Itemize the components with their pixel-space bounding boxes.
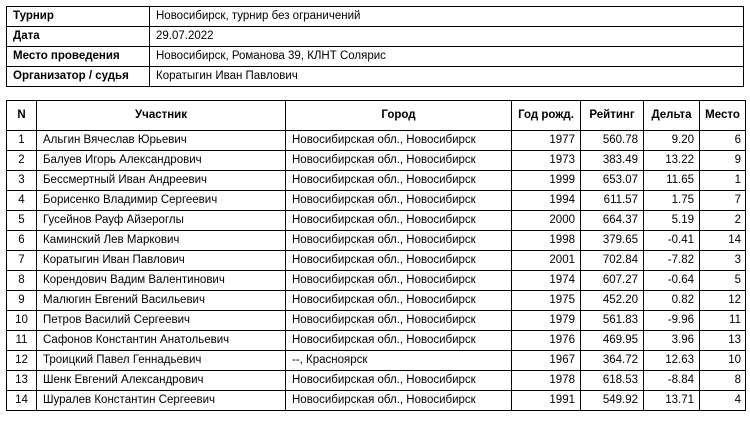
cell-rating: 560.78 [581, 131, 644, 151]
cell-rating: 664.37 [581, 211, 644, 231]
table-row [7, 131, 746, 151]
cell-birth-year: 1976 [512, 331, 581, 351]
cell-participant: Троицкий Павел Геннадьевич [37, 351, 286, 371]
cell-birth-year: 1998 [512, 231, 581, 251]
info-value: Новосибирск, турнир без ограничений [150, 7, 744, 27]
cell-participant: Бессмертный Иван Андреевич [37, 171, 286, 191]
cell-city: Новосибирская обл., Новосибирск [286, 211, 512, 231]
cell-city: Новосибирская обл., Новосибирск [286, 371, 512, 391]
cell-participant: Балуев Игорь Александрович [37, 151, 286, 171]
header-birth-year: Год рожд. [512, 101, 581, 131]
cell-birth-year: 1994 [512, 191, 581, 211]
header-city: Город [286, 101, 512, 131]
cell-birth-year: 1978 [512, 371, 581, 391]
cell-rating: 561.83 [581, 311, 644, 331]
table-row [7, 371, 746, 391]
cell-delta: -7.82 [644, 251, 700, 271]
info-row [7, 67, 744, 87]
cell-place: 3 [700, 251, 746, 271]
header-delta: Дельта [644, 101, 700, 131]
cell-delta: -8.84 [644, 371, 700, 391]
info-label: Организатор / судья [7, 67, 150, 87]
cell-birth-year: 1974 [512, 271, 581, 291]
cell-city: Новосибирская обл., Новосибирск [286, 331, 512, 351]
table-row [7, 311, 746, 331]
cell-number: 1 [7, 131, 37, 151]
cell-birth-year: 1967 [512, 351, 581, 371]
cell-birth-year: 2000 [512, 211, 581, 231]
cell-city: Новосибирская обл., Новосибирск [286, 391, 512, 411]
cell-delta: -0.64 [644, 271, 700, 291]
cell-delta: -9.96 [644, 311, 700, 331]
cell-place: 6 [700, 131, 746, 151]
cell-participant: Гусейнов Рауф Айзероглы [37, 211, 286, 231]
cell-place: 10 [700, 351, 746, 371]
cell-number: 5 [7, 211, 37, 231]
cell-delta: 9.20 [644, 131, 700, 151]
cell-delta: 5.19 [644, 211, 700, 231]
cell-rating: 653.07 [581, 171, 644, 191]
results-header-row [7, 101, 746, 131]
info-value: 29.07.2022 [150, 27, 744, 47]
cell-participant: Альгин Вячеслав Юрьевич [37, 131, 286, 151]
cell-participant: Малюгин Евгений Васильевич [37, 291, 286, 311]
results-body [7, 131, 746, 411]
cell-rating: 383.49 [581, 151, 644, 171]
cell-number: 4 [7, 191, 37, 211]
cell-city: Новосибирская обл., Новосибирск [286, 311, 512, 331]
cell-city: Новосибирская обл., Новосибирск [286, 191, 512, 211]
cell-rating: 364.72 [581, 351, 644, 371]
cell-delta: -0.41 [644, 231, 700, 251]
cell-rating: 452.20 [581, 291, 644, 311]
cell-rating: 469.95 [581, 331, 644, 351]
cell-number: 7 [7, 251, 37, 271]
cell-number: 13 [7, 371, 37, 391]
header-participant: Участник [37, 101, 286, 131]
cell-birth-year: 1975 [512, 291, 581, 311]
cell-birth-year: 1999 [512, 171, 581, 191]
table-row [7, 251, 746, 271]
cell-number: 10 [7, 311, 37, 331]
table-row [7, 291, 746, 311]
cell-place: 5 [700, 271, 746, 291]
info-label: Место проведения [7, 47, 150, 67]
cell-rating: 607.27 [581, 271, 644, 291]
cell-place: 2 [700, 211, 746, 231]
cell-place: 8 [700, 371, 746, 391]
cell-city: Новосибирская обл., Новосибирск [286, 291, 512, 311]
cell-number: 14 [7, 391, 37, 411]
cell-number: 3 [7, 171, 37, 191]
cell-birth-year: 2001 [512, 251, 581, 271]
cell-participant: Борисенко Владимир Сергеевич [37, 191, 286, 211]
table-row [7, 231, 746, 251]
cell-delta: 3.96 [644, 331, 700, 351]
cell-place: 13 [700, 331, 746, 351]
cell-participant: Шуралев Константин Сергеевич [37, 391, 286, 411]
results-table [6, 100, 746, 411]
cell-place: 4 [700, 391, 746, 411]
table-row [7, 391, 746, 411]
cell-place: 14 [700, 231, 746, 251]
info-row [7, 27, 744, 47]
cell-number: 8 [7, 271, 37, 291]
table-row [7, 211, 746, 231]
cell-rating: 702.84 [581, 251, 644, 271]
info-label: Турнир [7, 7, 150, 27]
cell-birth-year: 1973 [512, 151, 581, 171]
info-value: Коратыгин Иван Павлович [150, 67, 744, 87]
cell-birth-year: 1977 [512, 131, 581, 151]
table-row [7, 171, 746, 191]
tournament-info-table [6, 6, 744, 87]
cell-place: 11 [700, 311, 746, 331]
info-label: Дата [7, 27, 150, 47]
cell-delta: 12.63 [644, 351, 700, 371]
info-row [7, 47, 744, 67]
cell-participant: Каминский Лев Маркович [37, 231, 286, 251]
cell-rating: 618.53 [581, 371, 644, 391]
cell-delta: 11.65 [644, 171, 700, 191]
cell-rating: 611.57 [581, 191, 644, 211]
cell-participant: Петров Василий Сергеевич [37, 311, 286, 331]
cell-number: 6 [7, 231, 37, 251]
cell-rating: 379.65 [581, 231, 644, 251]
cell-place: 7 [700, 191, 746, 211]
cell-participant: Корендович Вадим Валентинович [37, 271, 286, 291]
header-rating: Рейтинг [581, 101, 644, 131]
cell-delta: 0.82 [644, 291, 700, 311]
cell-city: Новосибирская обл., Новосибирск [286, 251, 512, 271]
cell-rating: 549.92 [581, 391, 644, 411]
table-row [7, 151, 746, 171]
table-row [7, 331, 746, 351]
cell-birth-year: 1979 [512, 311, 581, 331]
cell-place: 9 [700, 151, 746, 171]
table-row [7, 271, 746, 291]
cell-participant: Коратыгин Иван Павлович [37, 251, 286, 271]
cell-city: Новосибирская обл., Новосибирск [286, 171, 512, 191]
cell-city: Новосибирская обл., Новосибирск [286, 231, 512, 251]
cell-place: 12 [700, 291, 746, 311]
tournament-info-body [7, 7, 744, 87]
cell-city: Новосибирская обл., Новосибирск [286, 271, 512, 291]
header-number: N [7, 101, 37, 131]
info-value: Новосибирск, Романова 39, КЛНТ Солярис [150, 47, 744, 67]
cell-birth-year: 1991 [512, 391, 581, 411]
cell-participant: Шенк Евгений Александрович [37, 371, 286, 391]
table-row [7, 191, 746, 211]
cell-delta: 13.71 [644, 391, 700, 411]
cell-number: 11 [7, 331, 37, 351]
cell-place: 1 [700, 171, 746, 191]
cell-city: --, Красноярск [286, 351, 512, 371]
table-row [7, 351, 746, 371]
cell-city: Новосибирская обл., Новосибирск [286, 151, 512, 171]
cell-number: 2 [7, 151, 37, 171]
cell-participant: Сафонов Константин Анатольевич [37, 331, 286, 351]
cell-delta: 13.22 [644, 151, 700, 171]
cell-delta: 1.75 [644, 191, 700, 211]
header-place: Место [700, 101, 746, 131]
info-row [7, 7, 744, 27]
cell-city: Новосибирская обл., Новосибирск [286, 131, 512, 151]
cell-number: 12 [7, 351, 37, 371]
cell-number: 9 [7, 291, 37, 311]
